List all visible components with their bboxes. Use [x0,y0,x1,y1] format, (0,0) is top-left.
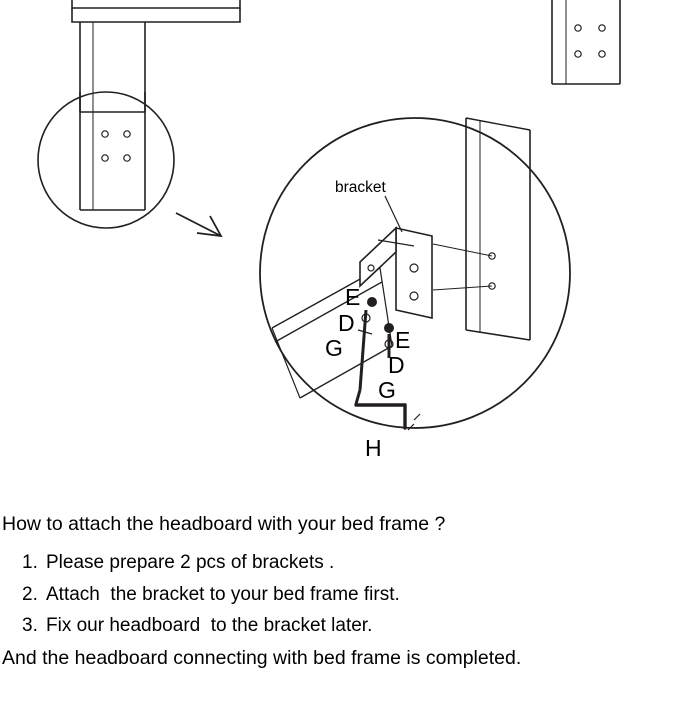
step-text: Please prepare 2 pcs of brackets . [46,552,335,574]
post-holes-detail [80,92,145,210]
step-number: 2. [22,583,38,605]
headboard-post-top-left [72,0,240,112]
part-label-G-left: G [325,335,343,361]
step-text: Attach the bracket to your bed frame first. [46,583,400,605]
part-label-D-right: D [388,352,405,378]
part-label-E-right: E [395,327,411,353]
part-label-H-tool: H [365,435,382,461]
step-text: Fix our headboard to the bracket later. [46,615,373,637]
list-item [0,612,679,640]
list-item [0,581,679,609]
headboard-panel-edge [272,268,392,398]
part-label-E-left: E [345,284,361,310]
step-number: 3. [22,615,38,637]
instructions-closing: And the headboard connecting with bed frame is completed. [2,646,522,669]
part-label-D-left: D [338,310,355,336]
instructions-block [0,512,679,671]
list-item [0,549,679,577]
bracket-callout-label: bracket [335,179,386,196]
flow-arrow [176,213,221,236]
bracket-leader-line [385,196,402,232]
instructions-step-list [0,549,679,640]
instructions-question: How to attach the headboard with your bed frame ? [2,513,446,535]
hardware-stack-left [356,297,377,404]
part-label-G-right: G [378,377,396,403]
step-number: 1. [22,552,38,574]
bed-frame-post-top-right [552,0,620,84]
bracket-to-post-leaders [433,244,492,290]
bed-frame-post-detail [466,118,530,340]
